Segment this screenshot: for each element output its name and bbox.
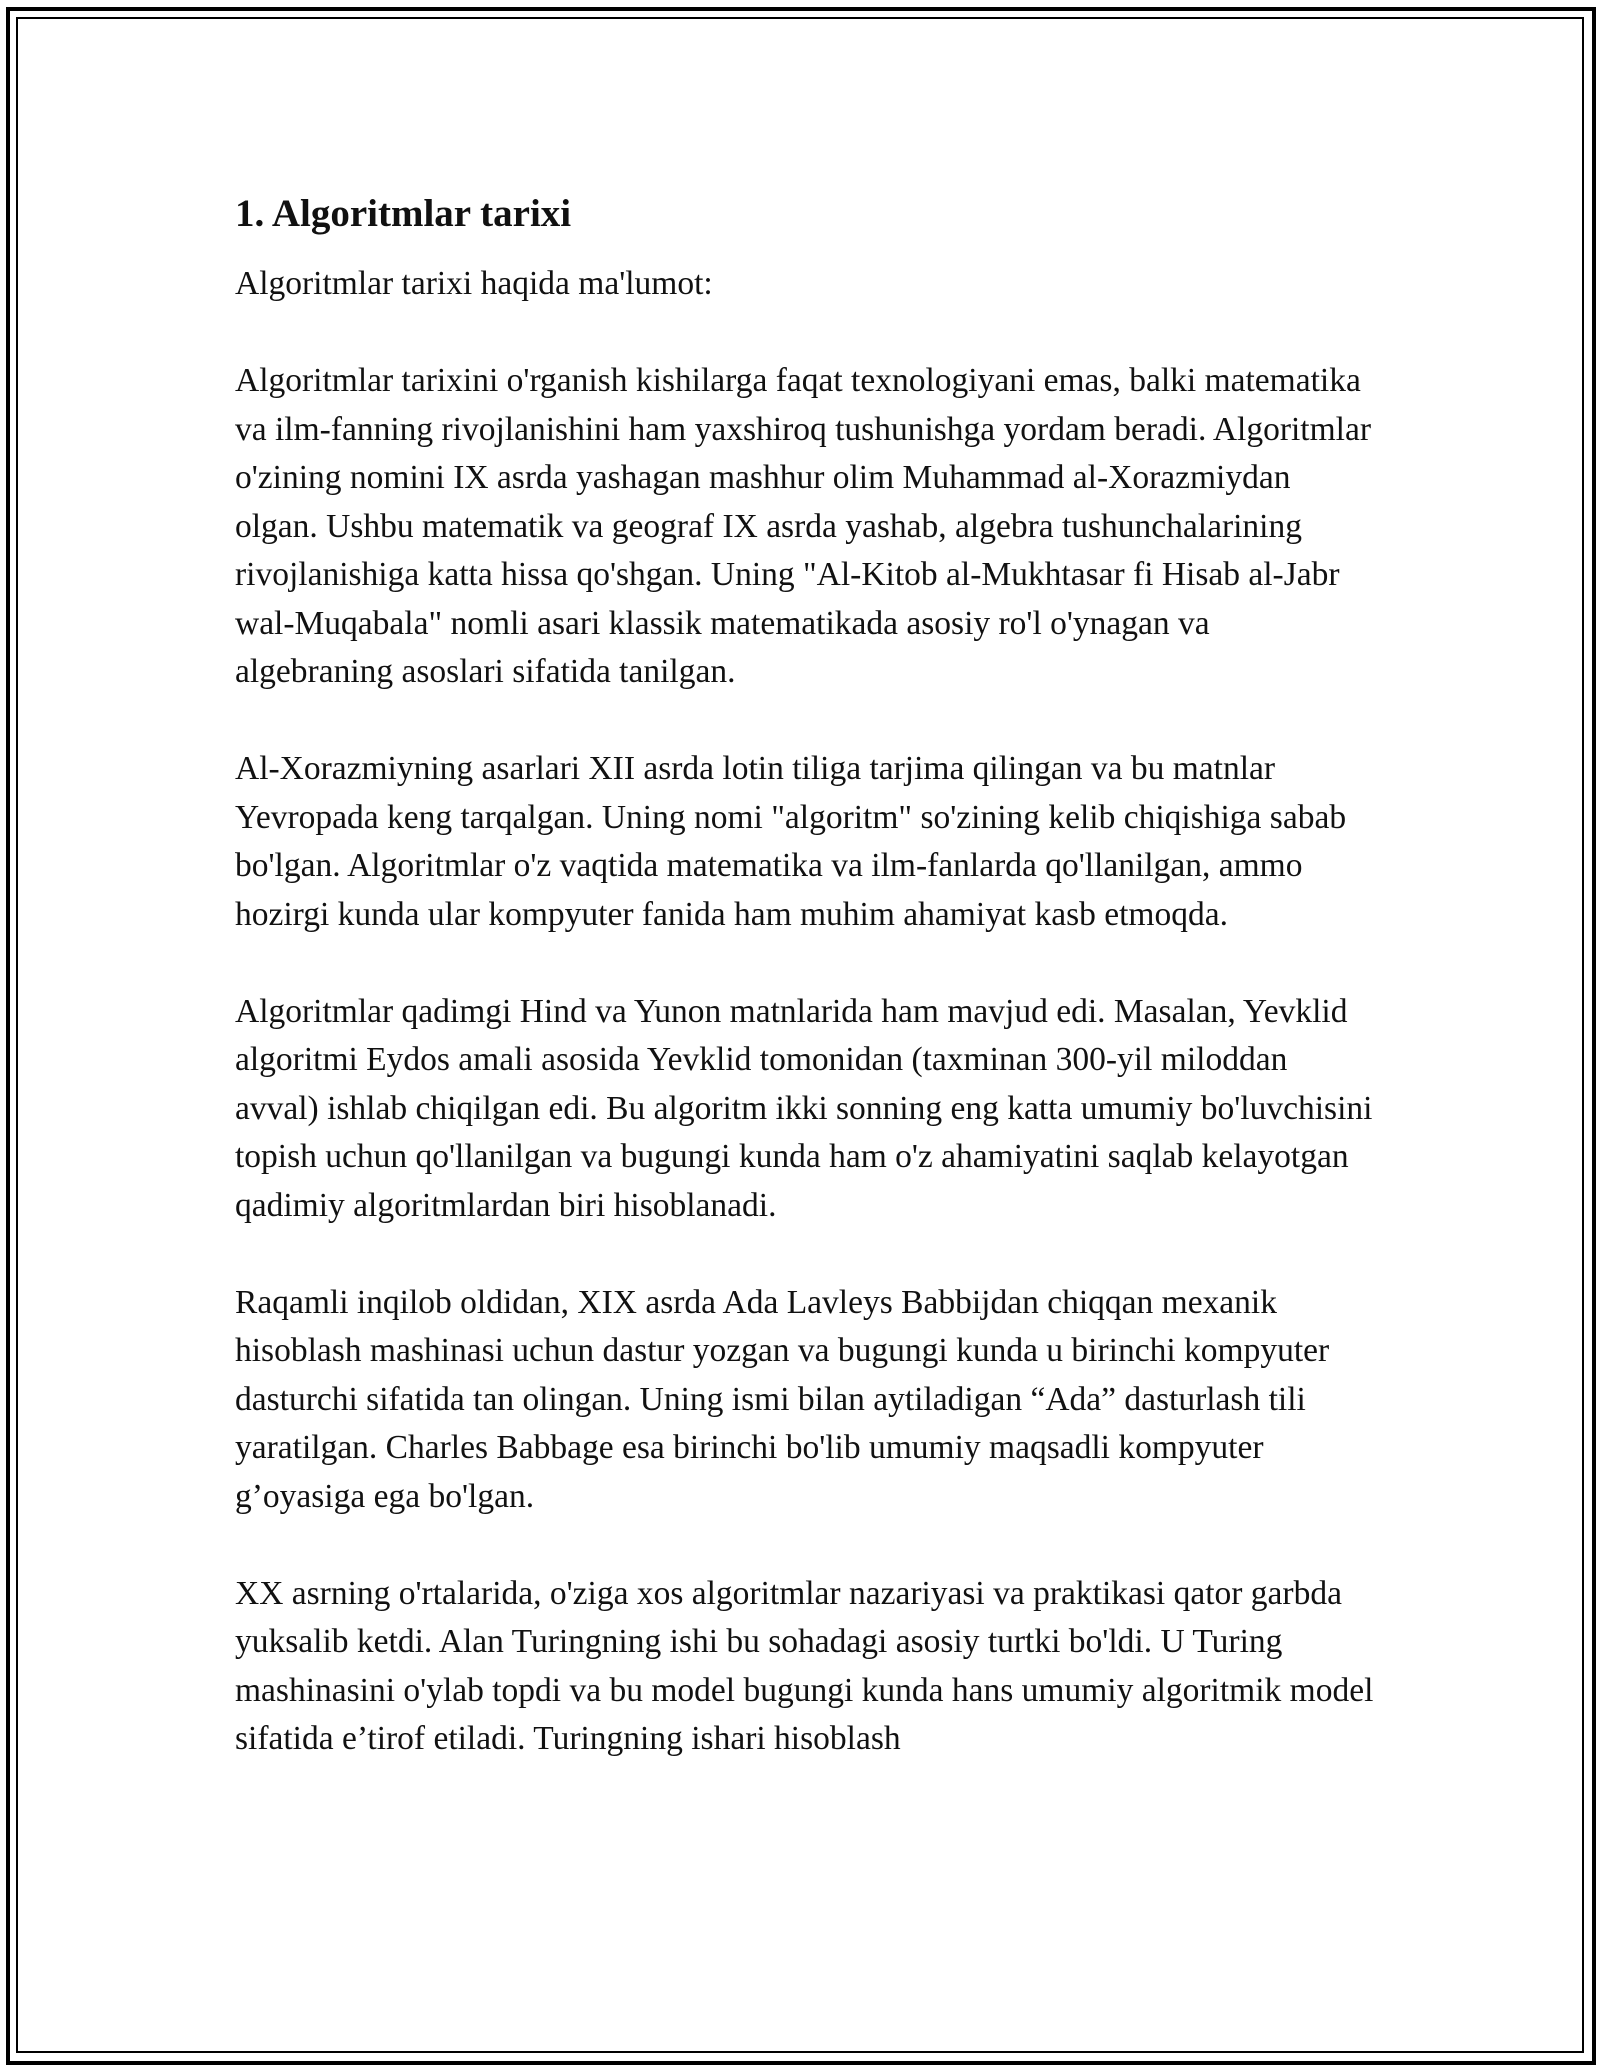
document-body — [235, 186, 1375, 1764]
paragraph-4: Raqamli inqilob oldidan, XIX asrda Ada Lavleys Babbijdan chiqqan mexanik hisoblash mashinasi uchun dastur yozgan va bugungi kunda u birinchi kompyuter dasturchi sifatida tan olingan. Uning ismi bilan aytiladigan “Ada” dasturlash tili yaratilgan. Charles Babbage esa birinchi bo'lib umumiy maqsadli kompyuter g’oyasiga ega bo'lgan. — [235, 1283, 1330, 1515]
paragraph-5: XX asrning o'rtalarida, o'ziga xos algoritmlar nazariyasi va praktikasi qator garbda yuksalib ketdi. Alan Turingning ishi bu sohadagi asosiy turtki bo'ldi. U Turing mashinasini o'ylab topdi va bu model bugungi kunda hans umumiy algoritmik model sifatida e’tirof etiladi. Turingning ishari hisoblash — [235, 1574, 1374, 1757]
paragraph-1: Algoritmlar tarixini o'rganish kishilarga faqat texnologiyani emas, balki matematika va ilm-fanning rivojlanishini ham yaxshiroq tushunishga yordam beradi. Algoritmlar o'zining nomini IX asrda yashagan mashhur olim Muhammad al-Xorazmiydan olgan. Ushbu matematik va geograf IX asrda yashab, algebra tushunchalarining rivojlanishiga katta hissa qo'shgan. Uning "Al-Kitob al-Mukhtasar fi Hisab al-Jabr wal-Muqabala" nomli asari klassik matematikada asosiy ro'l o'ynagan va algebraning asoslari sifatida tanilgan. — [235, 362, 1372, 690]
paragraph-3: Algoritmlar qadimgi Hind va Yunon matnlarida ham mavjud edi. Masalan, Yevklid algoritmi Eydos amali asosida Yevklid tomonidan (taxminan 300-yil miloddan avval) ishlab chiqilgan edi. Bu algoritm ikki sonning eng katta umumiy bo'luvchisini topish uchun qo'llanilgan va bugungi kunda ham o'z ahamiyatini saqlab kelayotgan qadimiy algoritmlardan biri hisoblanadi. — [235, 992, 1373, 1224]
section-heading: 1. Algoritmlar tarixi — [235, 192, 572, 235]
intro-line: Algoritmlar tarixi haqida ma'lumot: — [235, 265, 713, 302]
paragraph-2: Al-Xorazmiyning asarlari XII asrda lotin tiliga tarjima qilingan va bu matnlar Yevropada keng tarqalgan. Uning nomi "algoritm" so'zining kelib chiqishiga sabab bo'lgan. Algoritmlar o'z vaqtida matematika va ilm-fanlarda qo'llanilgan, ammo hozirgi kunda ular kompyuter fanida ham muhim ahamiyat kasb etmoqda. — [235, 750, 1347, 933]
